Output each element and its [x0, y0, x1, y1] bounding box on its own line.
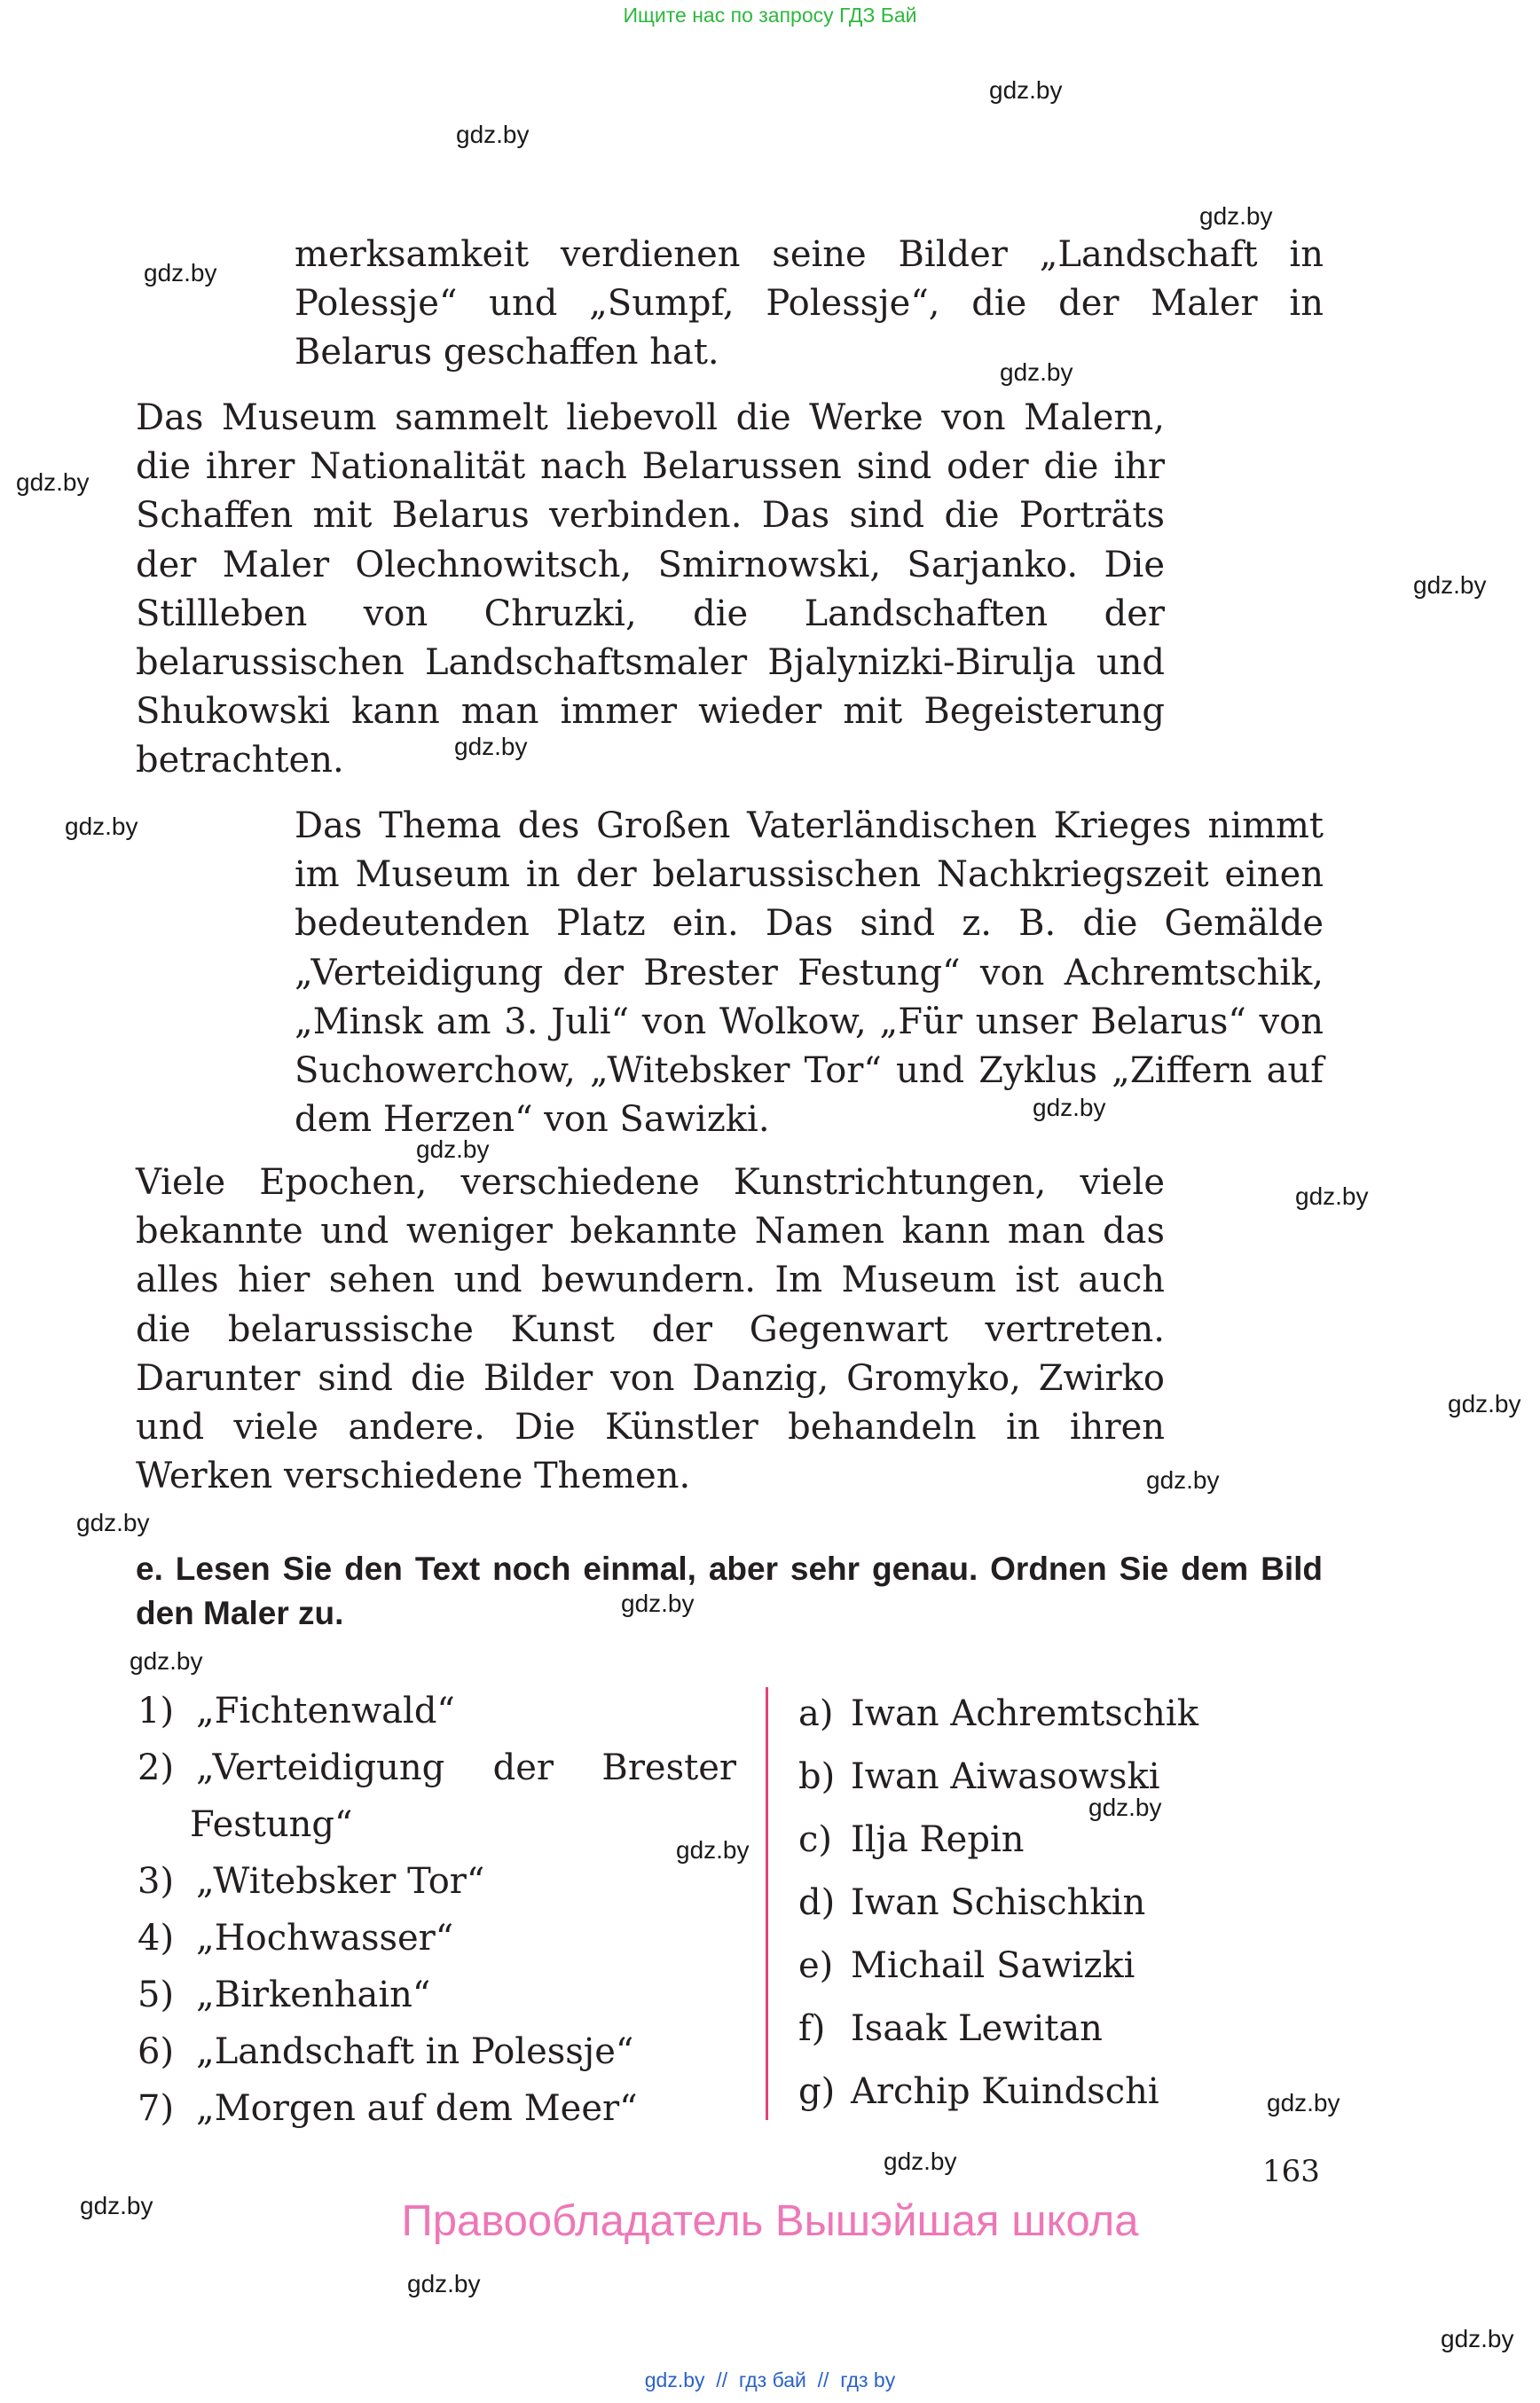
paragraph-4: Viele Epochen, verschiedene Kunstrichtungen, viele bekannte und weniger bekannte Namen kann man das alles hier sehen und bewundern. Im Museum ist auch die belarussische Kunst der Gegenwart vertreten. Darunter sind die Bilder von Danzig, Gromyko, Zwirko und viele andere. Die Künstler behandeln in ihren Werken verschiedene Themen. — [136, 1162, 1165, 1497]
footer-links[interactable]: gdz.by // гдз бай // гдз by — [644, 2368, 896, 2391]
item-number: 2) — [138, 1747, 175, 1788]
list-item — [798, 2061, 1295, 2124]
watermark: gdz.by — [76, 1509, 150, 1536]
watermark: gdz.by — [454, 733, 528, 760]
item-letter: c) — [798, 1819, 833, 1860]
painter-name: Iwan Schischkin — [851, 1882, 1146, 1923]
painter-name: Ilja Repin — [851, 1819, 1025, 1860]
list-item — [138, 2023, 736, 2080]
list-item — [138, 1739, 736, 1796]
painting-title: „Morgen auf dem Meer“ — [196, 2088, 638, 2129]
watermark: gdz.by — [621, 1590, 695, 1617]
item-number: 1) — [138, 1691, 175, 1732]
task-instruction: e. Lesen Sie den Text noch einmal, aber sehr genau. Ordnen Sie dem Bild den Maler zu. — [136, 1551, 1323, 1631]
watermark: gdz.by — [1146, 1466, 1220, 1494]
watermark: gdz.by — [1295, 1182, 1369, 1210]
list-item-continuation — [138, 1796, 736, 1853]
painter-name: Iwan Achremtschik — [851, 1693, 1198, 1734]
paragraph-3: Das Thema des Großen Vaterländischen Krieges nimmt im Museum in der belarussischen Nachkriegszeit einen bedeutenden Platz ein. Das sind z. B. die Gemälde „Verteidigung der Brester Festung“ von Achremtschik, „Minsk am 3. Juli“ von Wolkow, „Für unser Belarus“ von Suchowerchow, „Witebsker Tor“ und Zyklus „Ziffern auf dem Herzen“ von Sawizki. — [295, 805, 1324, 1141]
watermark: gdz.by — [130, 1647, 203, 1675]
item-number: 6) — [138, 2031, 175, 2072]
painters-list — [798, 1683, 1295, 2124]
painter-name: Archip Kuindschi — [851, 2071, 1159, 2112]
painter-name: Michail Sawizki — [851, 1945, 1135, 1986]
item-letter: f) — [798, 2008, 826, 2049]
list-item — [138, 1683, 736, 1739]
watermark: gdz.by — [1199, 202, 1273, 230]
watermark: gdz.by — [1413, 571, 1487, 599]
watermark: gdz.by — [989, 76, 1063, 104]
list-item — [138, 1910, 736, 1967]
item-letter: g) — [798, 2071, 836, 2112]
item-letter: d) — [798, 1882, 836, 1923]
list-item — [138, 1967, 736, 2023]
list-item — [138, 1853, 736, 1910]
item-number: 5) — [138, 1975, 175, 2015]
page-number: 163 — [1262, 2154, 1320, 2189]
watermark: gdz.by — [884, 2148, 957, 2175]
painting-title-cont: Festung“ — [190, 1804, 353, 1845]
watermark: gdz.by — [1000, 358, 1073, 386]
painter-name: Isaak Lewitan — [851, 2008, 1103, 2049]
item-number: 3) — [138, 1861, 175, 1902]
watermark: gdz.by — [80, 2192, 153, 2219]
list-item — [798, 1809, 1295, 1872]
painting-title: „Landschaft in Polessje“ — [196, 2031, 634, 2072]
watermark: gdz.by — [16, 468, 90, 496]
paintings-list — [138, 1683, 736, 2137]
watermark: gdz.by — [676, 1836, 750, 1864]
copyright-notice: Правообладатель Вышэйшая школа — [401, 2197, 1139, 2245]
watermark: gdz.by — [456, 121, 530, 148]
painting-title: „Hochwasser“ — [196, 1918, 454, 1959]
watermark: gdz.by — [416, 1135, 490, 1163]
paragraph-2: Das Museum sammelt liebevoll die Werke von Malern, die ihrer Nationalität nach Belarussen sind oder die ihr Schaffen mit Belarus verbinden. Das sind die Porträts der Maler Olechnowitsch, Smirnowski, Sarjanko. Die Stillleben von Chruzki, die Landschaften der belarussischen Landschaftsmaler Bjalynizki-Birulja und Shukowski kann man immer wieder mit Begeisterung betrachten. — [136, 397, 1165, 781]
list-item — [798, 1746, 1295, 1809]
watermark: gdz.by — [1267, 2089, 1340, 2116]
item-letter: a) — [798, 1693, 834, 1734]
item-letter: b) — [798, 1756, 836, 1797]
painting-title: „Birkenhain“ — [196, 1975, 431, 2015]
watermark: gdz.by — [1033, 1094, 1106, 1121]
list-item — [798, 1998, 1295, 2061]
item-number: 4) — [138, 1918, 175, 1959]
item-letter: e) — [798, 1945, 834, 1986]
watermark: gdz.by — [1088, 1794, 1162, 1821]
watermark: gdz.by — [144, 259, 217, 287]
paragraph-1: merksamkeit verdienen seine Bilder „Landschaft in Polessje“ und „Sumpf, Polessje“, die der Maler in Belarus geschaffen hat. — [295, 234, 1324, 373]
list-item — [798, 1872, 1295, 1935]
painter-name: Iwan Aiwasowski — [851, 1756, 1160, 1797]
list-item — [798, 1683, 1295, 1746]
painting-title: „Witebsker Tor“ — [196, 1861, 485, 1902]
painting-title: „Fichtenwald“ — [196, 1691, 455, 1732]
item-number: 7) — [138, 2088, 175, 2129]
column-divider — [766, 1687, 768, 2120]
watermark: gdz.by — [1448, 1390, 1521, 1417]
watermark: gdz.by — [1441, 2325, 1514, 2352]
top-banner: Ищите нас по запросу ГДЗ Бай — [623, 4, 917, 27]
list-item — [138, 2080, 736, 2137]
list-item — [798, 1935, 1295, 1998]
painting-title: „Verteidigung der Brester — [196, 1747, 736, 1788]
watermark: gdz.by — [65, 813, 138, 840]
watermark: gdz.by — [407, 2270, 481, 2297]
